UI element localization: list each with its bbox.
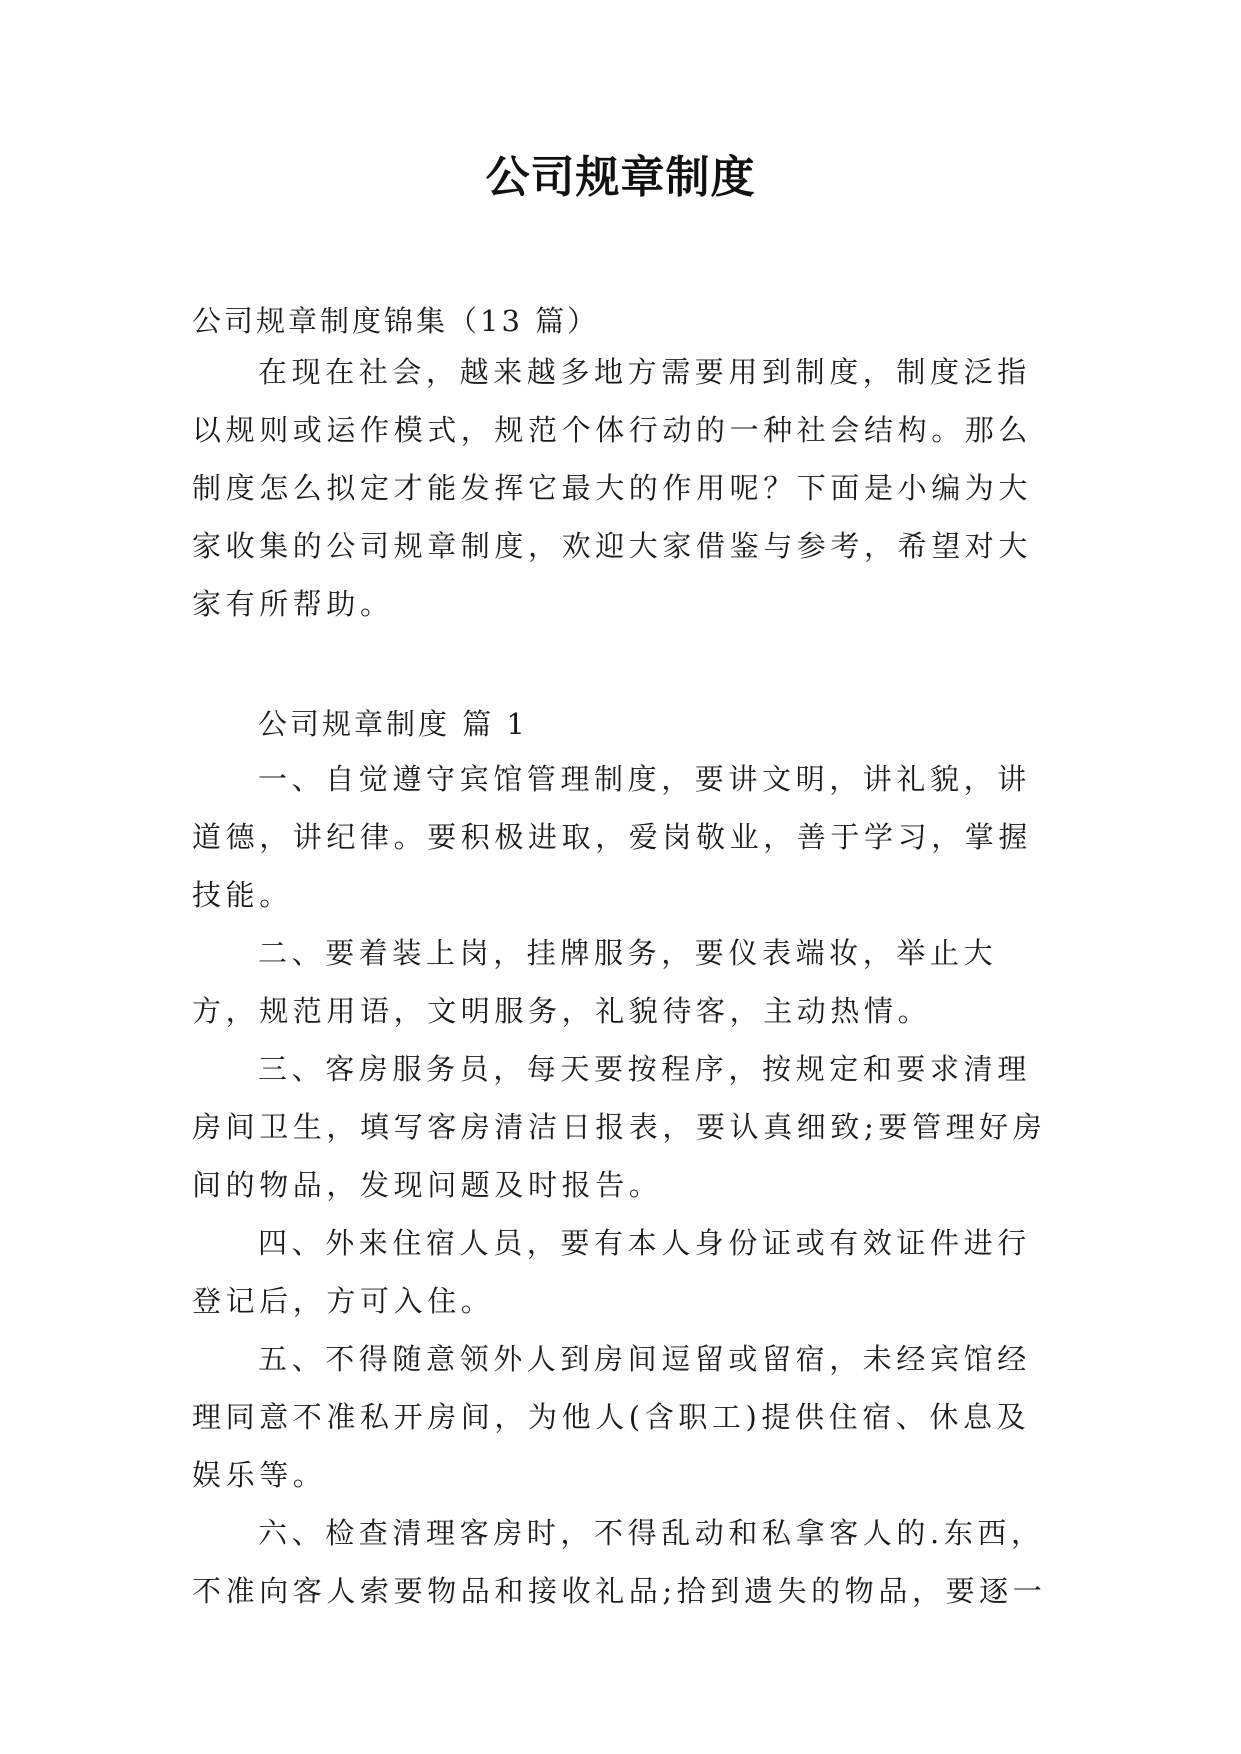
section-heading: 公司规章制度 篇 1 — [258, 707, 528, 741]
rule-paragraph: 四、外来住宿人员，要有本人身份证或有效证件进行登记后，方可入住。 — [192, 1226, 1031, 1318]
section-content — [192, 750, 1052, 1620]
rule-paragraph: 三、客房服务员，每天要按程序，按规定和要求清理房间卫生，填写客房清洁日报表，要认真细致;要管理好房间的物品，发现问题及时报告。 — [192, 1052, 1047, 1202]
collection-title: 公司规章制度锦集（13 篇） — [192, 304, 600, 338]
rule-paragraph: 二、要着装上岗，挂牌服务，要仪表端妆，举止大方，规范用语，文明服务，礼貌待客，主动热情。 — [192, 936, 998, 1028]
rule-paragraph: 五、不得随意领外人到房间逗留或留宿，未经宾馆经理同意不准私开房间，为他人(含职工)提供住宿、休息及娱乐等。 — [192, 1342, 1031, 1492]
rule-paragraph: 一、自觉遵守宾馆管理制度，要讲文明，讲礼貌，讲道德，讲纪律。要积极进取，爱岗敬业，善于学习，掌握技能。 — [192, 762, 1033, 912]
rule-paragraph: 六、检查清理客房时，不得乱动和私拿客人的.东西，不准向客人索要物品和接收礼品;拾到遗失的物品，要逐一 — [192, 1516, 1047, 1608]
document-title: 公司规章制度 — [485, 152, 756, 203]
intro-paragraph: 在现在社会，越来越多地方需要用到制度，制度泛指以规则或运作模式，规范个体行动的一种社会结构。那么制度怎么拟定才能发挥它最大的作用呢？下面是小编为大家收集的公司规章制度，欢迎大家借鉴与参考，希望对大家有所帮助。 — [192, 355, 1033, 621]
